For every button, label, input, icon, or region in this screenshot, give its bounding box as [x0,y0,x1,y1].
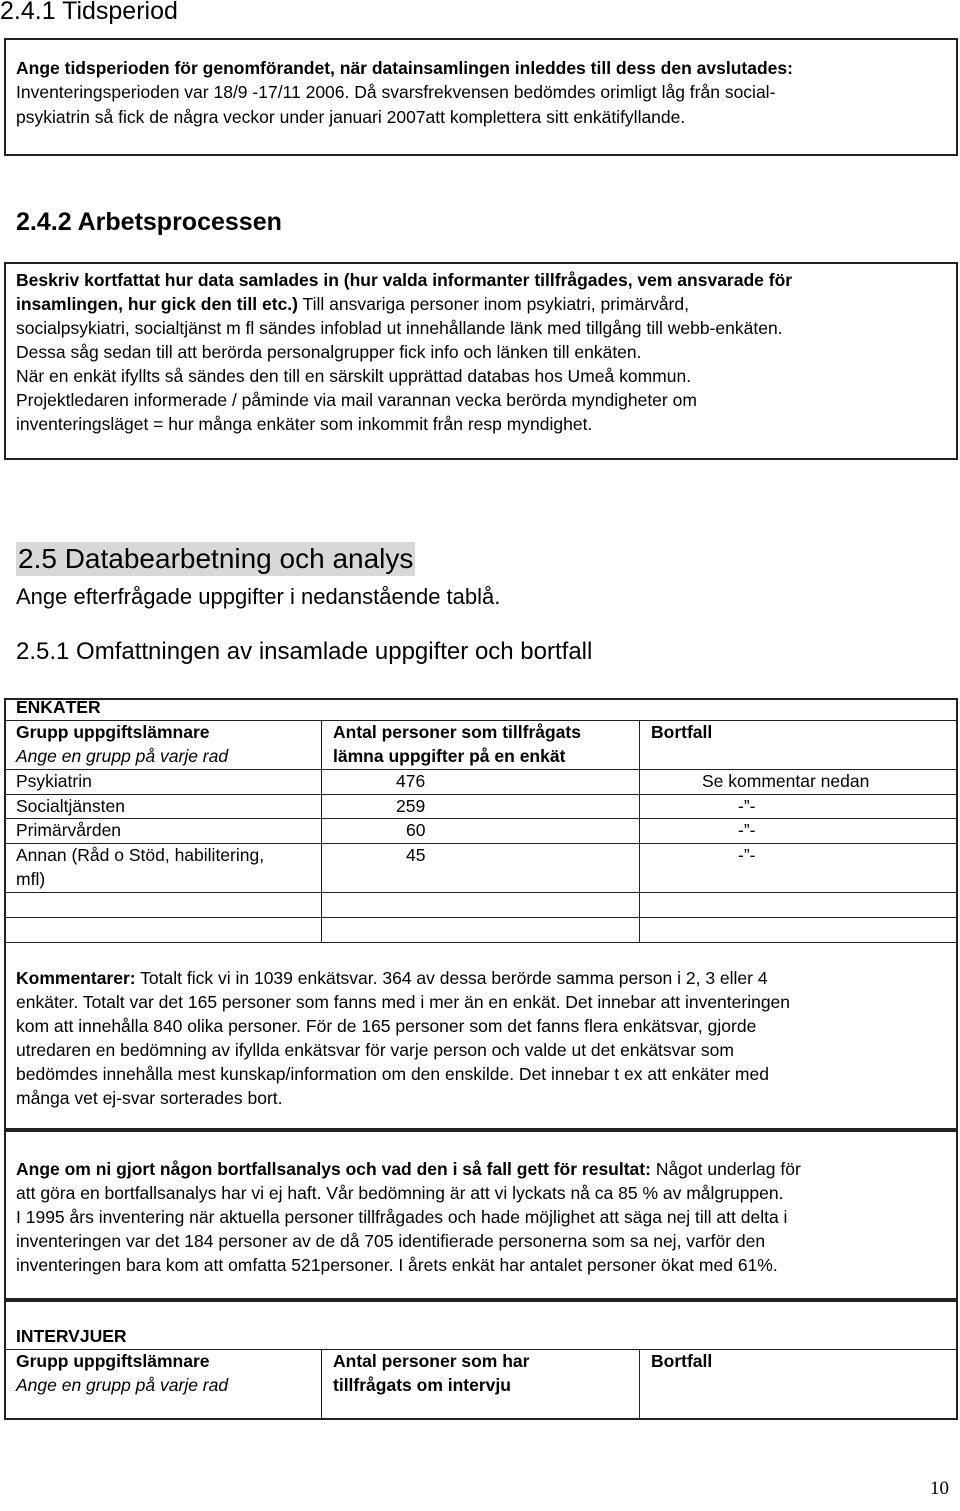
table-cell-dropout: -”- [738,796,756,816]
arbetsprocessen-line-2 [16,292,946,317]
arbetsprocessen-text-line-7: inventeringsläget = hur många enkäter som inkommit från resp myndighet. [16,414,593,434]
kommentarer-label: Kommentarer: [16,968,136,988]
arbetsprocessen-lead-line-1: Beskriv kortfattat hur data samlades in (hur valda informanter tillfrågades, vem ansvarade för [16,270,793,290]
enkater-col-dropout-header: Bortfall [651,722,713,742]
table-cell-count: 476 [396,771,426,791]
arbetsprocessen-text-line-5: När en enkät ifyllts så sändes den till en särskilt upprättad databas hos Umeå kommun. [16,366,692,386]
section-2-5-subtitle: Ange efterfrågade uppgifter i nedanstående tablå. [16,584,501,609]
intervjuer-col-dropout-header: Bortfall [651,1351,713,1371]
intervjuer-col-count-header-line-1: Antal personer som har [333,1351,530,1371]
bortfallsanalys-text-line-2: att göra en bortfallsanalys har vi ej haft. Vår bedömning är att vi lyckats nå ca 85 % av målgruppen. [16,1183,784,1203]
table-cell-group: Annan (Råd o Stöd, habilitering, [16,845,265,865]
section-2-5-1-heading: 2.5.1 Omfattningen av insamlade uppgifter och bortfall [16,638,593,665]
table-cell-count: 60 [406,820,426,840]
arbetsprocessen-text-line-6: Projektledaren informerade / påminde via mail varannan vecka berörda myndigheter om [16,390,697,410]
table-cell-count: 45 [406,845,426,865]
enkater-col-group-header: Grupp uppgiftslämnare [16,722,210,742]
enkater-label: ENKÄTER [16,697,101,717]
table-column-divider [639,720,640,942]
page-number: 10 [930,1478,949,1499]
arbetsprocessen-text-line-3: socialpsykiatri, socialtjänst m fl sändes infoblad ut innehållande länk med tillgång till webb-enkäten. [16,318,783,338]
kommentarer-text-line-4: utredaren en bedömning av ifyllda enkätsvar för varje person och valde ut det enkätsvar som [16,1040,734,1060]
section-2-4-1-heading: 2.4.1 Tidsperiod [0,0,178,25]
tidsperiod-lead: Ange tidsperioden för genomförandet, när datainsamlingen inleddes till dess den avslutades: [16,58,793,78]
intervjuer-label: INTERVJUER [16,1326,127,1346]
enkater-col-count-header-line-2: lämna uppgifter på en enkät [333,746,566,766]
table-column-divider [639,1349,640,1420]
table-cell-dropout: -”- [738,845,756,865]
bortfallsanalys-text-line-1: Något underlag för [650,1159,801,1179]
table-cell-dropout: Se kommentar nedan [702,771,870,791]
table-cell-group: Socialtjänsten [16,796,125,816]
tidsperiod-text-line-2: psykiatrin så fick de några veckor under januari 2007att komplettera sitt enkätifyllande. [16,107,686,127]
arbetsprocessen-text-line-2: Till ansvariga personer inom psykiatri, primärvård, [298,294,689,314]
table-cell-group-line-2: mfl) [16,869,46,889]
kommentarer-text-line-3: kom att innehålla 840 olika personer. För de 165 personer som det fanns flera enkätsvar, gjorde [16,1016,757,1036]
intervjuer-col-count-header-line-2: tillfrågats om intervju [333,1375,511,1395]
bortfallsanalys-label: Ange om ni gjort någon bortfallsanalys och vad den i så fall gett för resultat: [16,1159,651,1179]
table-cell-dropout: -”- [738,820,756,840]
section-2-4-2-heading: 2.4.2 Arbetsprocessen [16,208,282,236]
table-row-divider [4,917,958,918]
table-row-divider [4,818,958,819]
kommentarer-text-line-1: Totalt fick vi in 1039 enkätsvar. 364 av dessa berörde samma person i 2, 3 eller 4 [135,968,768,988]
table-row-divider [4,892,958,893]
intervjuer-col-group-header: Grupp uppgiftslämnare [16,1351,210,1371]
bortfallsanalys-line-1 [16,1157,946,1182]
table-row-divider [4,942,958,943]
arbetsprocessen-text-line-4: Dessa såg sedan till att berörda personalgrupper fick info och länken till enkäten. [16,342,642,362]
bortfallsanalys-text-line-4: inventeringen var det 184 personer av de då 705 identifierade personerna som sa nej, varför den [16,1231,766,1251]
kommentarer-text-line-5: bedömdes innehålla mest kunskap/information om den enskilde. Det innebar t ex att enkäter med [16,1064,769,1084]
table-row-divider [4,794,958,795]
table-cell-group: Psykiatrin [16,771,92,791]
intervjuer-col-group-subheader: Ange en grupp på varje rad [16,1375,229,1395]
bortfallsanalys-text-line-5: inventeringen bara kom att omfatta 521personer. I årets enkät har antalet personer ökat med 61%. [16,1255,778,1275]
section-2-5-heading: 2.5 Databearbetning och analys [18,543,414,574]
table-column-divider [321,1349,322,1420]
kommentarer-text-line-2: enkäter. Totalt var det 165 personer som fanns med i mer än en enkät. Det innebar att inventeringen [16,992,791,1012]
enkater-col-group-subheader: Ange en grupp på varje rad [16,746,229,766]
tidsperiod-text-line-1: Inventeringsperioden var 18/9 -17/11 2006. Då svarsfrekvensen bedömdes orimligt låg från social- [16,82,776,102]
kommentarer-text-line-6: många vet ej-svar sorterades bort. [16,1088,283,1108]
kommentarer-line-1 [16,966,946,991]
table-cell-group: Primärvården [16,820,122,840]
table-column-divider [321,720,322,942]
table-cell-count: 259 [396,796,426,816]
arbetsprocessen-lead-line-2: insamlingen, hur gick den till etc.) [16,294,298,314]
enkater-col-count-header-line-1: Antal personer som tillfrågats [333,722,581,742]
bortfallsanalys-text-line-3: I 1995 års inventering när aktuella personer tillfrågades och hade möjlighet att säga nej till att delta i [16,1207,788,1227]
